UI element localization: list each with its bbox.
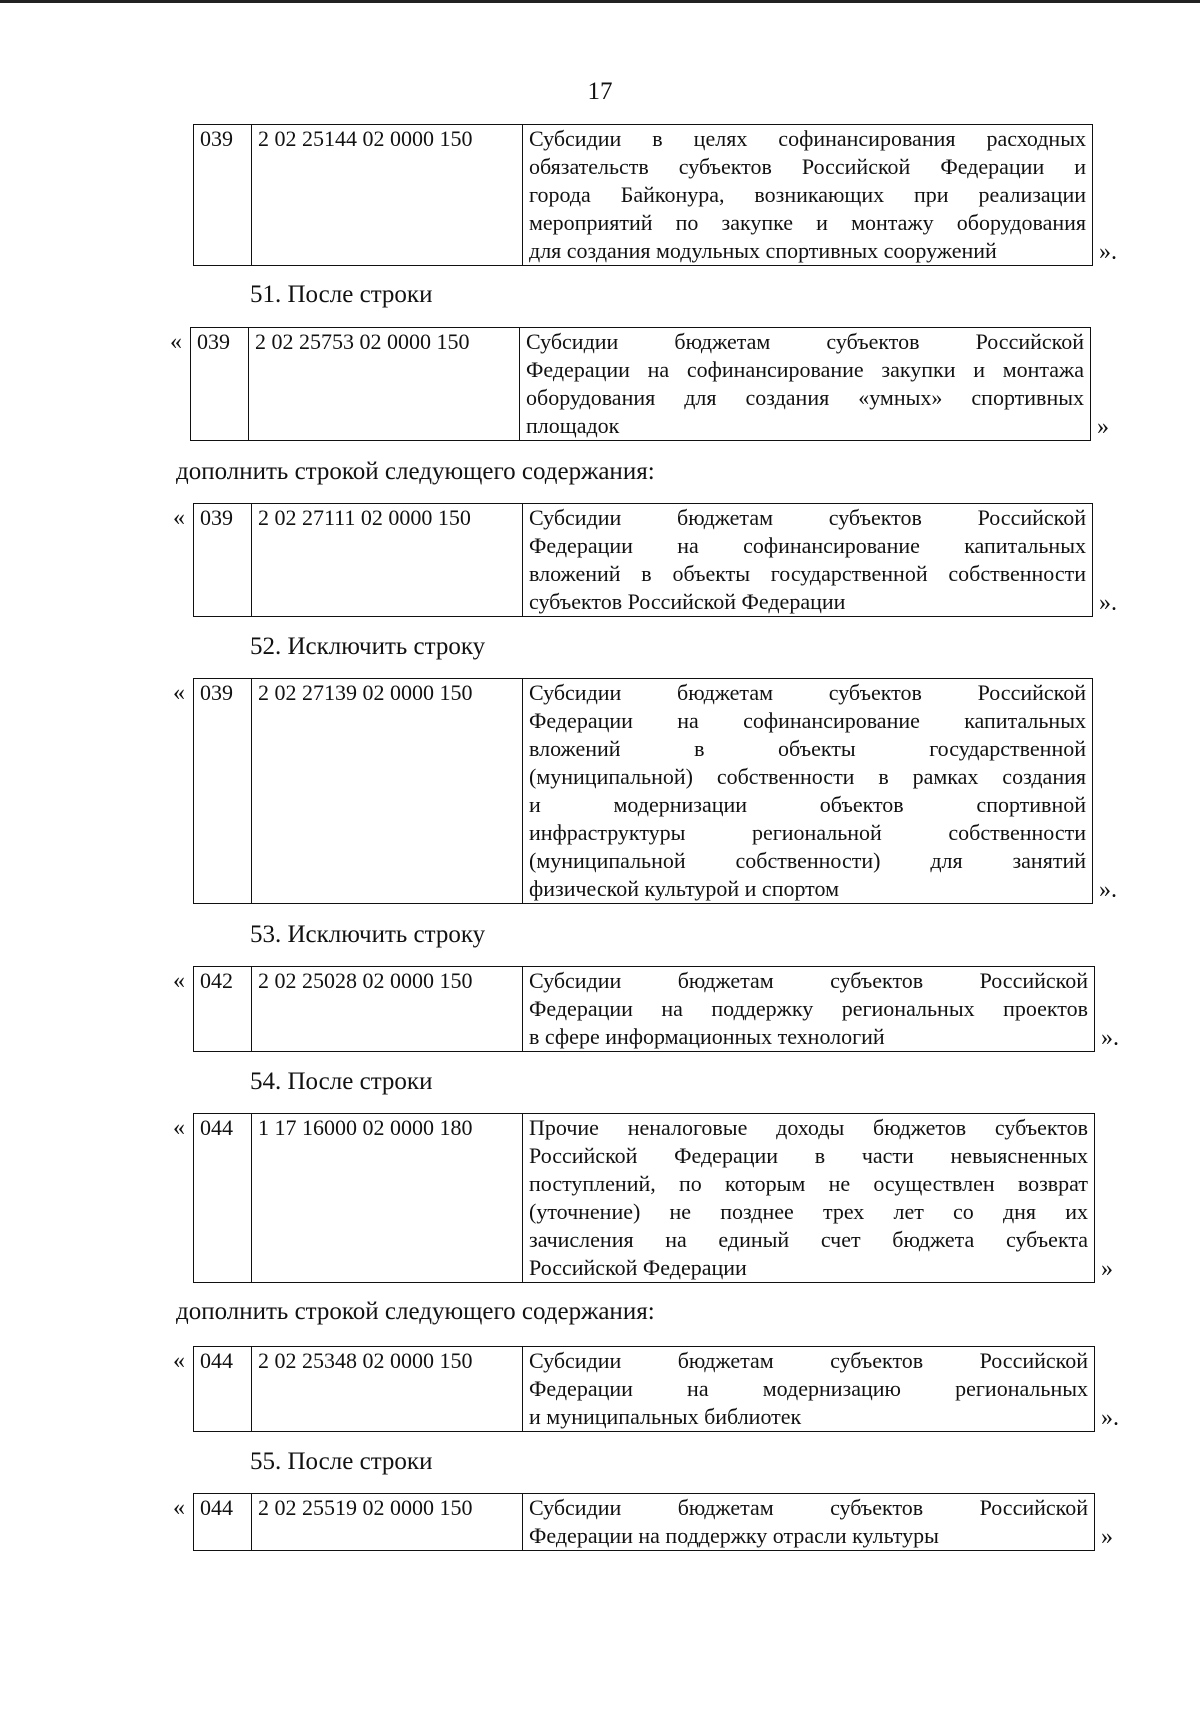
open-quote-mark: « bbox=[173, 1348, 185, 1374]
description-line: Федерации на софинансирование капитальных bbox=[529, 533, 1086, 558]
open-quote-mark: « bbox=[173, 505, 185, 531]
description-line: мероприятий по закупке и монтажу оборудования bbox=[529, 210, 1086, 235]
budget-code-row bbox=[193, 503, 1093, 617]
description-line: Субсидии бюджетам субъектов Российской bbox=[526, 329, 1084, 354]
admin-code-cell: 039 bbox=[194, 679, 252, 904]
close-quote-mark: ». bbox=[1101, 1025, 1119, 1051]
open-quote-mark: « bbox=[170, 329, 182, 355]
description-line: оборудования для создания «умных» спортивных bbox=[526, 385, 1084, 410]
budget-code-row bbox=[193, 678, 1093, 904]
budget-code-row bbox=[193, 1493, 1095, 1551]
description-cell bbox=[523, 1347, 1095, 1432]
description-line: площадок bbox=[526, 413, 620, 438]
close-quote-mark: ». bbox=[1099, 877, 1117, 903]
description-line: для создания модульных спортивных сооружений bbox=[529, 238, 997, 263]
description-line: в сфере информационных технологий bbox=[529, 1024, 885, 1049]
budget-code-row bbox=[190, 327, 1091, 441]
heading-55: 55. После строки bbox=[250, 1448, 433, 1475]
budget-code-row bbox=[193, 1113, 1095, 1283]
description-line: инфраструктуры региональной собственности bbox=[529, 820, 1086, 845]
description-line: города Байконура, возникающих при реализации bbox=[529, 182, 1086, 207]
budget-classification-code-cell: 2 02 27139 02 0000 150 bbox=[252, 679, 523, 904]
admin-code-cell: 039 bbox=[191, 328, 249, 441]
close-quote-mark: » bbox=[1097, 414, 1109, 440]
budget-classification-code-cell: 2 02 25028 02 0000 150 bbox=[252, 967, 523, 1052]
description-line: Субсидии бюджетам субъектов Российской bbox=[529, 505, 1086, 530]
open-quote-mark: « bbox=[173, 680, 185, 706]
description-line: (муниципальной собственности) для занятий bbox=[529, 848, 1086, 873]
admin-code-cell: 044 bbox=[194, 1114, 252, 1283]
admin-code-cell: 044 bbox=[194, 1347, 252, 1432]
admin-code-cell: 042 bbox=[194, 967, 252, 1052]
description-line: вложений в объекты государственной bbox=[529, 736, 1086, 761]
description-line: Российской Федерации в части невыясненных bbox=[529, 1143, 1088, 1168]
open-quote-mark: « bbox=[173, 1495, 185, 1521]
open-quote-mark: « bbox=[173, 968, 185, 994]
budget-classification-code-cell: 2 02 25519 02 0000 150 bbox=[252, 1494, 523, 1551]
budget-classification-code-cell: 2 02 25144 02 0000 150 bbox=[252, 125, 523, 266]
close-quote-mark: ». bbox=[1101, 1405, 1119, 1431]
close-quote-mark: ». bbox=[1099, 590, 1117, 616]
budget-code-row bbox=[193, 1346, 1095, 1432]
close-quote-mark: » bbox=[1101, 1524, 1113, 1550]
description-line: поступлений, по которым не осуществлен возврат bbox=[529, 1171, 1088, 1196]
description-line: и муниципальных библиотек bbox=[529, 1404, 802, 1429]
description-line: (уточнение) не позднее трех лет со дня их bbox=[529, 1199, 1088, 1224]
description-cell bbox=[523, 1494, 1095, 1551]
description-cell bbox=[520, 328, 1091, 441]
budget-code-row bbox=[193, 124, 1093, 266]
description-line: субъектов Российской Федерации bbox=[529, 589, 846, 614]
description-line: Федерации на поддержку региональных проектов bbox=[529, 996, 1088, 1021]
admin-code-cell: 039 bbox=[194, 504, 252, 617]
description-cell bbox=[523, 125, 1093, 266]
supplement-instruction: дополнить строкой следующего содержания: bbox=[176, 1298, 655, 1325]
description-line: (муниципальной) собственности в рамках создания bbox=[529, 764, 1086, 789]
description-line: Субсидии бюджетам субъектов Российской bbox=[529, 968, 1088, 993]
description-line: обязательств субъектов Российской Федерации и bbox=[529, 154, 1086, 179]
heading-51: 51. После строки bbox=[250, 281, 433, 308]
description-cell bbox=[523, 504, 1093, 617]
description-line: Федерации на модернизацию региональных bbox=[529, 1376, 1088, 1401]
description-line: Федерации на софинансирование капитальных bbox=[529, 708, 1086, 733]
description-line: Прочие неналоговые доходы бюджетов субъектов bbox=[529, 1115, 1088, 1140]
description-cell bbox=[523, 1114, 1095, 1283]
page-number: 17 bbox=[587, 78, 613, 105]
budget-classification-code-cell: 2 02 27111 02 0000 150 bbox=[252, 504, 523, 617]
description-cell bbox=[523, 967, 1095, 1052]
description-line: Субсидии бюджетам субъектов Российской bbox=[529, 1495, 1088, 1520]
description-line: физической культурой и спортом bbox=[529, 876, 840, 901]
supplement-instruction: дополнить строкой следующего содержания: bbox=[176, 458, 655, 485]
budget-classification-code-cell: 1 17 16000 02 0000 180 bbox=[252, 1114, 523, 1283]
description-line: и модернизации объектов спортивной bbox=[529, 792, 1086, 817]
admin-code-cell: 044 bbox=[194, 1494, 252, 1551]
close-quote-mark: » bbox=[1101, 1256, 1113, 1282]
close-quote-mark: ». bbox=[1099, 239, 1117, 265]
heading-54: 54. После строки bbox=[250, 1068, 433, 1095]
budget-code-row bbox=[193, 966, 1095, 1052]
description-line: Российской Федерации bbox=[529, 1255, 747, 1280]
description-line: зачисления на единый счет бюджета субъекта bbox=[529, 1227, 1088, 1252]
description-line: Федерации на поддержку отрасли культуры bbox=[529, 1523, 939, 1548]
admin-code-cell: 039 bbox=[194, 125, 252, 266]
description-cell bbox=[523, 679, 1093, 904]
page-top-border bbox=[0, 0, 1200, 3]
budget-classification-code-cell: 2 02 25753 02 0000 150 bbox=[249, 328, 520, 441]
description-line: Субсидии бюджетам субъектов Российской bbox=[529, 680, 1086, 705]
open-quote-mark: « bbox=[173, 1115, 185, 1141]
heading-53: 53. Исключить строку bbox=[250, 921, 486, 948]
description-line: Субсидии бюджетам субъектов Российской bbox=[529, 1348, 1088, 1373]
description-line: Субсидии в целях софинансирования расходных bbox=[529, 126, 1086, 151]
description-line: вложений в объекты государственной собственности bbox=[529, 561, 1086, 586]
budget-classification-code-cell: 2 02 25348 02 0000 150 bbox=[252, 1347, 523, 1432]
heading-52: 52. Исключить строку bbox=[250, 633, 486, 660]
description-line: Федерации на софинансирование закупки и монтажа bbox=[526, 357, 1084, 382]
